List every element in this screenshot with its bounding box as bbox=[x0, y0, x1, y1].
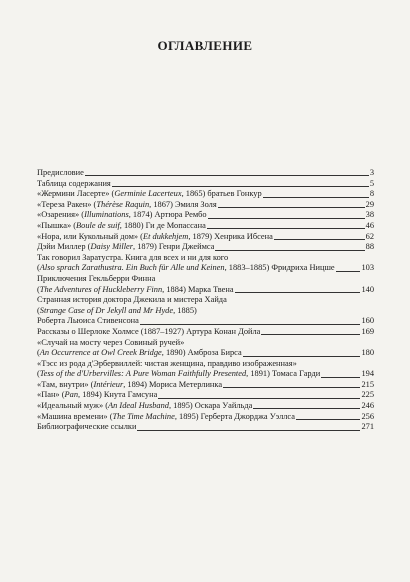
page-number: 88 bbox=[365, 242, 374, 252]
author-text: , 1884) Марка Твена bbox=[162, 284, 234, 294]
page-number: 180 bbox=[361, 348, 374, 358]
page-number: 5 bbox=[369, 178, 374, 188]
title-text: «Идеальный муж» ( bbox=[37, 401, 109, 411]
title-text: Рассказы о Шерлоке Холмсе (1887–1927) Артура Конан Дойла bbox=[37, 326, 261, 336]
title-text: «Тереза Ракен» ( bbox=[37, 199, 97, 209]
toc-entry-continued bbox=[37, 274, 374, 285]
author-text: , 1895) Герберта Джорджа Уэллса bbox=[174, 411, 295, 421]
leader-line bbox=[336, 271, 361, 272]
page-number: 3 bbox=[369, 168, 374, 177]
title-text: «Тэсс из рода д'Эрбервиллей: чистая женщина, правдиво изображенная» bbox=[37, 358, 297, 368]
toc-entry-title bbox=[37, 200, 217, 211]
author-text: , 1894) Кнута Гамсуна bbox=[78, 390, 158, 400]
toc-entry-title bbox=[37, 179, 111, 190]
toc-entry-title bbox=[37, 232, 273, 243]
page-number: 46 bbox=[365, 220, 374, 230]
toc-entry-title bbox=[37, 263, 335, 274]
toc-entry bbox=[37, 327, 374, 338]
page-number: 160 bbox=[361, 316, 374, 326]
title-text: «Пышка» ( bbox=[37, 220, 77, 230]
author-text: , 1867) Эмиля Золя bbox=[149, 199, 217, 209]
page-number: 103 bbox=[361, 263, 374, 273]
toc-entry-title bbox=[37, 274, 155, 283]
original-title-italic: Strange Case of Dr Jekyll and Mr Hyde bbox=[39, 305, 174, 315]
author-text: , 1885) bbox=[173, 305, 197, 315]
title-text: «Там, внутри» ( bbox=[37, 379, 94, 389]
author-text: , 1895) Оскара Уайльда bbox=[168, 401, 253, 411]
original-title-italic: Thérèse Raquin bbox=[96, 199, 150, 209]
author-text: , 1894) Мориса Метерлинка bbox=[123, 379, 223, 389]
original-title-italic: The Adventures of Huckleberry Finn bbox=[39, 284, 163, 294]
author-text: , 1874) Артюра Рембо bbox=[128, 210, 207, 220]
original-title-italic: Germinie Lacerteux bbox=[114, 189, 182, 199]
leader-line bbox=[140, 324, 361, 325]
page-title: ОГЛАВЛЕНИЕ bbox=[157, 38, 253, 53]
title-text: ( bbox=[37, 263, 40, 273]
toc-entry bbox=[37, 242, 374, 253]
page-number: 38 bbox=[365, 210, 374, 220]
title-text: «Озарения» ( bbox=[37, 210, 85, 220]
leader-line bbox=[321, 377, 360, 378]
original-title-italic: Pan bbox=[64, 390, 79, 400]
title-text: ( bbox=[37, 284, 40, 294]
toc-entry bbox=[37, 232, 374, 243]
title-text: «Пан» ( bbox=[37, 390, 65, 400]
toc-entry bbox=[37, 401, 374, 412]
title-text: ( bbox=[37, 305, 40, 315]
toc-entry bbox=[37, 189, 374, 200]
leader-line bbox=[158, 398, 360, 399]
page-number: 29 bbox=[365, 199, 374, 209]
toc-entry-title bbox=[37, 189, 262, 200]
title-text: Библиографические ссылки bbox=[37, 422, 137, 432]
leader-line bbox=[208, 218, 365, 219]
leader-line bbox=[215, 250, 364, 251]
toc-entry-title bbox=[37, 316, 139, 327]
toc-entry-title bbox=[37, 285, 234, 296]
toc-entry-continued bbox=[37, 306, 374, 317]
leader-line bbox=[223, 387, 360, 388]
original-title-italic: The Time Machine bbox=[112, 411, 175, 421]
title-text: ( bbox=[37, 369, 40, 379]
page-number: 140 bbox=[361, 284, 374, 294]
author-text: , 1890) Амброза Бирса bbox=[161, 348, 242, 358]
page-number: 169 bbox=[361, 326, 374, 336]
toc-entry-title bbox=[37, 210, 207, 221]
toc-entry bbox=[37, 390, 374, 401]
toc-entry-title bbox=[37, 327, 260, 338]
title-text: Так говорил Заратустра. Книга для всех и ни для кого bbox=[37, 252, 229, 262]
title-text: Таблица содержания bbox=[37, 178, 111, 188]
toc-entry-title bbox=[37, 412, 295, 423]
toc-entry-title bbox=[37, 369, 320, 380]
toc-entry bbox=[37, 316, 374, 327]
page-number: 256 bbox=[361, 411, 374, 421]
leader-line bbox=[261, 334, 360, 335]
toc-entry-title bbox=[37, 390, 157, 401]
table-of-contents bbox=[37, 168, 374, 433]
toc-entry bbox=[37, 348, 374, 359]
toc-entry-title bbox=[37, 168, 84, 179]
toc-entry bbox=[37, 210, 374, 221]
title-text: Дэйи Миллер ( bbox=[37, 242, 91, 252]
toc-entry-title bbox=[37, 359, 297, 368]
toc-entry-continued bbox=[37, 295, 374, 306]
leader-line bbox=[235, 292, 361, 293]
title-text: «Машина времени» ( bbox=[37, 411, 113, 421]
author-text: , 1891) Томаса Гарди bbox=[246, 369, 321, 379]
toc-entry-title bbox=[37, 306, 197, 315]
author-text: , 1879) Генри Джеймса bbox=[133, 242, 215, 252]
toc-entry bbox=[37, 263, 374, 274]
title-text: «Нора, или Кукольный дом» ( bbox=[37, 231, 143, 241]
author-text: , 1880) Ги де Мопассана bbox=[119, 220, 206, 230]
author-text: , 1865) братьев Гонкур bbox=[181, 189, 262, 199]
leader-line bbox=[253, 408, 360, 409]
toc-entry-title bbox=[37, 242, 214, 253]
author-text: , 1879) Хенрика Ибсена bbox=[188, 231, 273, 241]
leader-line bbox=[243, 356, 361, 357]
title-text: Роберта Льюиса Стивенсона bbox=[37, 316, 139, 326]
toc-entry bbox=[37, 285, 374, 296]
title-text: Приключения Гекльберри Финна bbox=[37, 273, 156, 283]
original-title-italic: Illuminations bbox=[84, 210, 129, 220]
toc-entry-title bbox=[37, 380, 222, 391]
toc-entry bbox=[37, 412, 374, 423]
title-text: «Жермини Ласерте» ( bbox=[37, 189, 115, 199]
page-number: 225 bbox=[361, 390, 374, 400]
original-title-italic: An Ideal Husband bbox=[108, 401, 169, 411]
page-number: 215 bbox=[361, 379, 374, 389]
toc-entry bbox=[37, 179, 374, 190]
title-text: ( bbox=[37, 348, 40, 358]
title-text: «Случай на мосту через Совиный ручей» bbox=[37, 337, 185, 347]
original-title-italic: Boule de suif bbox=[76, 220, 120, 230]
toc-entry-title bbox=[37, 348, 242, 359]
toc-entry bbox=[37, 369, 374, 380]
toc-entry bbox=[37, 422, 374, 433]
page-number: 62 bbox=[365, 231, 374, 241]
original-title-italic: Also sprach Zarathustra. Ein Buch für Alle und Keinen bbox=[39, 263, 225, 273]
toc-entry bbox=[37, 380, 374, 391]
leader-line bbox=[85, 175, 369, 176]
toc-entry-continued bbox=[37, 359, 374, 370]
leader-line bbox=[274, 239, 365, 240]
page-number: 271 bbox=[361, 422, 374, 432]
toc-entry-title bbox=[37, 253, 228, 262]
leader-line bbox=[296, 419, 360, 420]
leader-line bbox=[137, 430, 360, 431]
toc-entry bbox=[37, 200, 374, 211]
leader-line bbox=[263, 197, 369, 198]
title-text: Странная история доктора Джекила и мистера Хайда bbox=[37, 295, 227, 305]
original-title-italic: Et dukkehjem bbox=[142, 231, 189, 241]
toc-entry bbox=[37, 168, 374, 179]
toc-entry-title bbox=[37, 422, 136, 433]
author-text: , 1883–1885) Фридриха Ницше bbox=[224, 263, 335, 273]
page-number: 246 bbox=[361, 401, 374, 411]
original-title-italic: An Occurrence at Owl Creek Bridge bbox=[39, 348, 162, 358]
toc-entry-continued bbox=[37, 253, 374, 264]
original-title-italic: Intérieur bbox=[93, 379, 124, 389]
toc-entry-title bbox=[37, 338, 184, 347]
original-title-italic: Tess of the d'Urbervilles: A Pure Woman Faithfully Presented bbox=[39, 369, 247, 379]
toc-entry bbox=[37, 221, 374, 232]
page-number: 8 bbox=[369, 189, 374, 199]
leader-line bbox=[112, 186, 369, 187]
toc-entry-title bbox=[37, 401, 252, 412]
leader-line bbox=[218, 207, 365, 208]
leader-line bbox=[207, 228, 365, 229]
original-title-italic: Daisy Miller bbox=[90, 242, 134, 252]
page-number: 194 bbox=[361, 369, 374, 379]
toc-entry-title bbox=[37, 221, 206, 232]
toc-entry-title bbox=[37, 295, 227, 304]
title-text: Предисловие bbox=[37, 168, 84, 177]
toc-entry-continued bbox=[37, 338, 374, 349]
